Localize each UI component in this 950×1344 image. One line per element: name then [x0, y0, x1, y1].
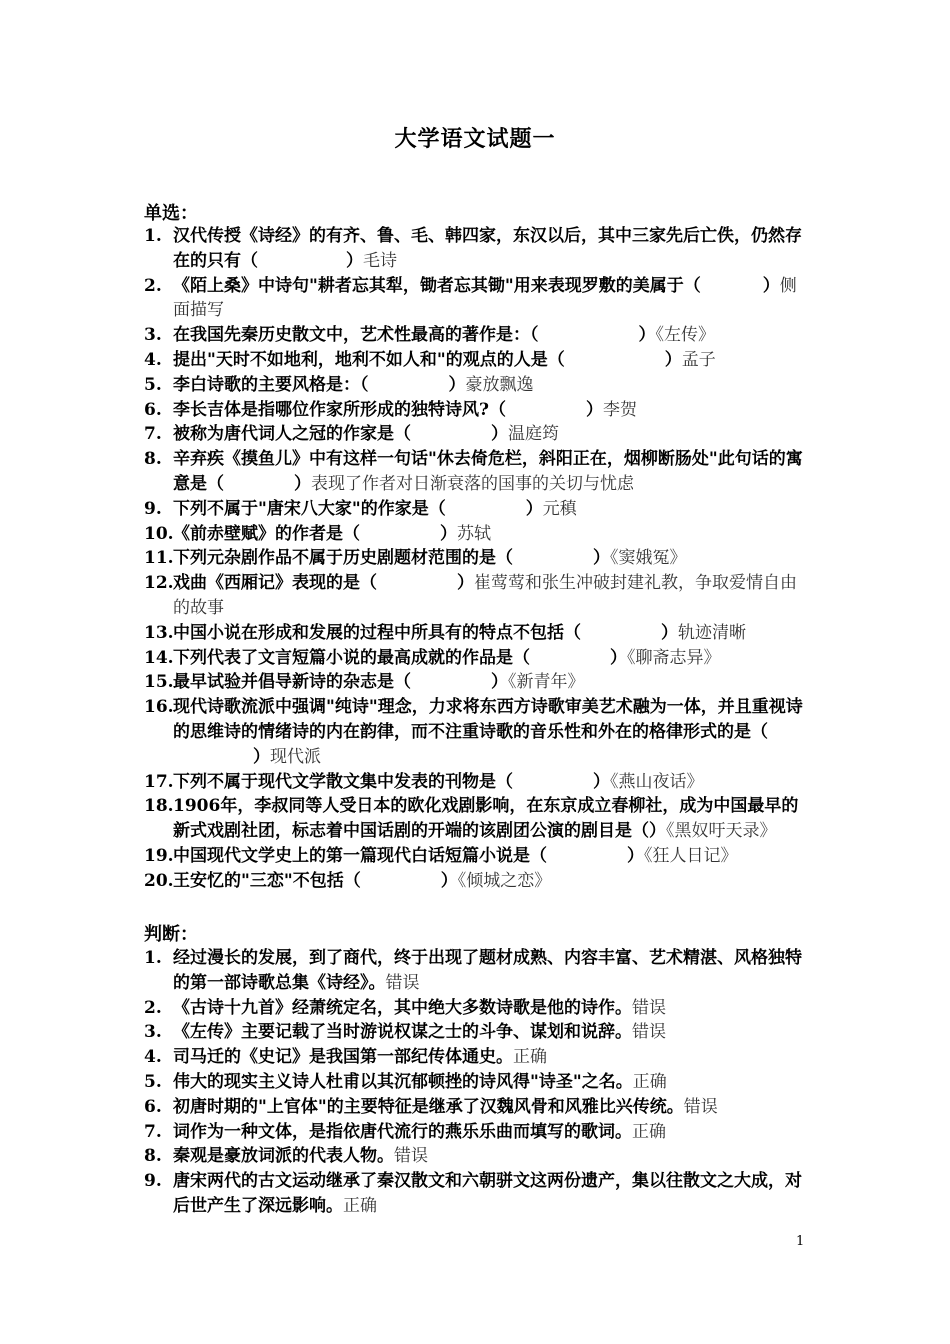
statement-text: 《左传》主要记载了当时游说权谋之士的斗争、谋划和说辞。	[173, 1022, 632, 1043]
question-stem: 《前赤壁赋》的作者是（	[173, 523, 360, 544]
page-number: 1	[796, 1234, 805, 1249]
closing-paren: ）	[448, 374, 466, 395]
question-stem: 下列代表了文言短篇小说的最高成就的作品是（	[173, 647, 530, 668]
question-stem: 提出"天时不如地利，地利不如人和"的观点的人是（	[173, 349, 565, 370]
question-stem: 下列不属于现代文学散文集中发表的刊物是（	[173, 771, 513, 792]
question-item	[144, 224, 812, 274]
question-number: 20.	[144, 870, 174, 891]
verdict-text: 正确	[513, 1047, 547, 1068]
question-item	[144, 844, 812, 869]
true-false-list	[144, 946, 812, 1219]
answer-text: 《黑奴吁天录》	[666, 821, 777, 842]
statement-item	[144, 946, 812, 996]
answer-text: 《倾城之恋》	[457, 870, 552, 891]
question-item	[144, 497, 812, 522]
question-item	[144, 348, 812, 373]
answer-text: 孟子	[681, 349, 716, 370]
answer-text: 崔莺莺和张生冲破封建礼教，争取爱情自由的故事	[173, 573, 797, 618]
question-number: 15.	[144, 672, 174, 693]
verdict-text: 错误	[385, 972, 420, 993]
question-stem: 下列不属于"唐宋八大家"的作家是（	[173, 498, 446, 519]
verdict-text: 错误	[394, 1146, 428, 1167]
statement-number: 9.	[144, 1171, 162, 1192]
question-item	[144, 794, 812, 844]
question-number: 7.	[144, 424, 162, 445]
closing-paren: ）	[649, 821, 666, 842]
question-stem: 被称为唐代词人之冠的作家是（	[173, 424, 411, 445]
verdict-text: 正确	[632, 1121, 666, 1142]
statement-item	[144, 1095, 812, 1120]
answer-text: 李贺	[602, 399, 637, 420]
statement-text: 经过漫长的发展，到了商代，终于出现了题材成熟、内容丰富、艺术精湛、风格独特的第一部诗歌总集《诗经》。	[173, 948, 802, 993]
question-item	[144, 571, 812, 621]
question-stem: 下列元杂剧作品不属于历史剧题材范围的是（	[173, 548, 513, 569]
closing-paren: ）	[610, 647, 627, 668]
section-heading-true-false: 判断：	[144, 924, 198, 945]
question-stem: 汉代传授《诗经》的有齐、鲁、毛、韩四家，东汉以后，其中三家先后亡佚，仍然存在的只有（	[173, 226, 802, 271]
statement-text: 初唐时期的"上官体"的主要特征是继承了汉魏风骨和风雅比兴传统。	[173, 1096, 684, 1117]
question-item	[144, 621, 812, 646]
question-item	[144, 398, 812, 423]
question-number: 10.	[144, 523, 174, 544]
statement-text: 司马迁的《史记》是我国第一部纪传体通史。	[173, 1047, 513, 1068]
answer-text: 《燕山夜话》	[610, 771, 704, 792]
statement-item	[144, 1144, 812, 1169]
statement-text: 伟大的现实主义诗人杜甫以其沉郁顿挫的诗风得"诗圣"之名。	[173, 1071, 633, 1092]
question-item	[144, 770, 812, 795]
closing-paren: ）	[253, 746, 270, 767]
question-stem: 李长吉体是指哪位作家所形成的独特诗风?（	[173, 399, 506, 420]
question-number: 2.	[144, 275, 162, 296]
verdict-text: 错误	[683, 1096, 718, 1117]
verdict-text: 错误	[632, 1022, 666, 1043]
question-number: 3.	[144, 325, 162, 346]
answer-text: 豪放飘逸	[465, 374, 534, 395]
page-title: 大学语文试题一	[394, 126, 556, 152]
question-item	[144, 670, 812, 695]
question-item	[144, 422, 812, 447]
question-stem: 李白诗歌的主要风格是：（	[173, 374, 369, 395]
statement-text: 唐宋两代的古文运动继承了秦汉散文和六朝骈文这两份遗产，集以往散文之大成，对后世产生了深远影响。	[173, 1171, 802, 1216]
verdict-text: 错误	[632, 997, 666, 1018]
closing-paren: ）	[661, 622, 678, 643]
closing-paren: ）	[440, 870, 458, 891]
question-item	[144, 323, 812, 348]
statement-text: 《古诗十九首》经萧统定名，其中绝大多数诗歌是他的诗作。	[173, 997, 632, 1018]
statement-item	[144, 1169, 812, 1219]
answer-text: 苏轼	[457, 523, 491, 544]
closing-paren: ）	[440, 523, 457, 544]
statement-number: 1.	[144, 948, 162, 968]
answer-text: 轨迹清晰	[678, 622, 746, 643]
single-choice-list	[144, 224, 812, 894]
answer-text: 《左传》	[655, 325, 715, 346]
answer-text: 温庭筠	[508, 424, 559, 445]
question-stem: 中国现代文学史上的第一篇现代白话短篇小说是（	[173, 845, 547, 866]
closing-paren: ）	[762, 275, 780, 296]
statement-item	[144, 1070, 812, 1095]
question-number: 19.	[144, 845, 174, 866]
answer-text: 表现了作者对日渐衰落的国事的关切与忧虑	[311, 473, 634, 494]
statement-text: 秦观是豪放词派的代表人物。	[173, 1146, 394, 1167]
answer-text: 元稹	[542, 498, 577, 519]
question-number: 4.	[144, 349, 162, 370]
question-item	[144, 274, 812, 324]
statement-number: 8.	[144, 1146, 162, 1167]
question-number: 1.	[144, 226, 162, 246]
question-number: 5.	[144, 374, 162, 395]
answer-text: 毛诗	[363, 250, 397, 271]
question-stem: 中国小说在形成和发展的过程中所具有的特点不包括（	[173, 622, 581, 643]
question-item	[144, 373, 812, 398]
question-stem: 在我国先秦历史散文中，艺术性最高的著作是：（	[173, 325, 539, 346]
question-stem: 1906年，李叔同等人受日本的欧化戏剧影响，在东京成立春柳社，成为中国最早的新式戏剧社团，标志着中国话剧的开端的该剧团公演的剧目是（	[173, 796, 799, 842]
question-stem: 辛弃疾《摸鱼儿》中有这样一句话"休去倚危栏，斜阳正在，烟柳断肠处"此句话的寓意是（	[173, 449, 803, 494]
question-stem: 《陌上桑》中诗句"耕者忘其犁，锄者忘其锄"用来表现罗敷的美属于（	[173, 275, 701, 296]
answer-text: 侧面描写	[173, 275, 797, 321]
question-number: 12.	[144, 573, 174, 594]
question-number: 6.	[144, 399, 162, 420]
closing-paren: ）	[346, 250, 363, 271]
closing-paren: ）	[491, 424, 508, 445]
question-stem: 戏曲《西厢记》表现的是（	[173, 573, 377, 594]
question-number: 11.	[144, 548, 174, 569]
statement-number: 6.	[144, 1096, 162, 1117]
answer-text: 《新青年》	[508, 672, 585, 693]
statement-item	[144, 1020, 812, 1045]
statement-item	[144, 1045, 812, 1070]
statement-number: 7.	[144, 1121, 162, 1142]
answer-text: 《狂人日记》	[644, 845, 738, 866]
question-number: 8.	[144, 449, 162, 470]
closing-paren: ）	[491, 672, 508, 693]
closing-paren: ）	[525, 498, 543, 519]
question-stem: 最早试验并倡导新诗的杂志是（	[173, 672, 411, 693]
closing-paren: ）	[664, 349, 682, 370]
closing-paren: ）	[585, 399, 603, 420]
section-heading-single-choice: 单选：	[144, 203, 198, 224]
question-stem: 王安忆的"三恋"不包括（	[173, 870, 361, 891]
question-number: 17.	[144, 771, 174, 792]
question-number: 13.	[144, 622, 174, 643]
answer-text: 《窦娥冤》	[610, 548, 687, 569]
closing-paren: ）	[593, 771, 610, 792]
answer-text: 现代派	[270, 746, 321, 767]
question-number: 9.	[144, 498, 162, 519]
closing-paren: ）	[627, 845, 644, 866]
answer-text: 《聊斋志异》	[627, 647, 721, 668]
closing-paren: ）	[593, 548, 610, 569]
closing-paren: ）	[294, 473, 311, 494]
statement-item	[144, 1120, 812, 1145]
statement-item	[144, 996, 812, 1021]
question-item	[144, 546, 812, 571]
closing-paren: ）	[638, 325, 656, 346]
question-item	[144, 447, 812, 497]
question-item	[144, 695, 812, 769]
verdict-text: 正确	[343, 1195, 377, 1216]
statement-number: 4.	[144, 1047, 162, 1068]
statement-number: 2.	[144, 997, 162, 1018]
question-item	[144, 646, 812, 671]
statement-text: 词作为一种文体，是指依唐代流行的燕乐乐曲而填写的歌词。	[173, 1121, 632, 1142]
verdict-text: 正确	[632, 1071, 667, 1092]
closing-paren: ）	[457, 573, 474, 594]
question-number: 14.	[144, 647, 174, 668]
statement-number: 3.	[144, 1022, 162, 1043]
question-number: 18.	[144, 796, 174, 817]
question-item	[144, 522, 812, 547]
question-item	[144, 869, 812, 894]
question-stem: 现代诗歌流派中强调"纯诗"理念，力求将东西方诗歌审美艺术融为一体，并且重视诗的思维诗的情绪诗的内在韵律，而不注重诗歌的音乐性和外在的格律形式的是（	[173, 697, 803, 742]
statement-number: 5.	[144, 1071, 162, 1092]
question-number: 16.	[144, 697, 174, 718]
